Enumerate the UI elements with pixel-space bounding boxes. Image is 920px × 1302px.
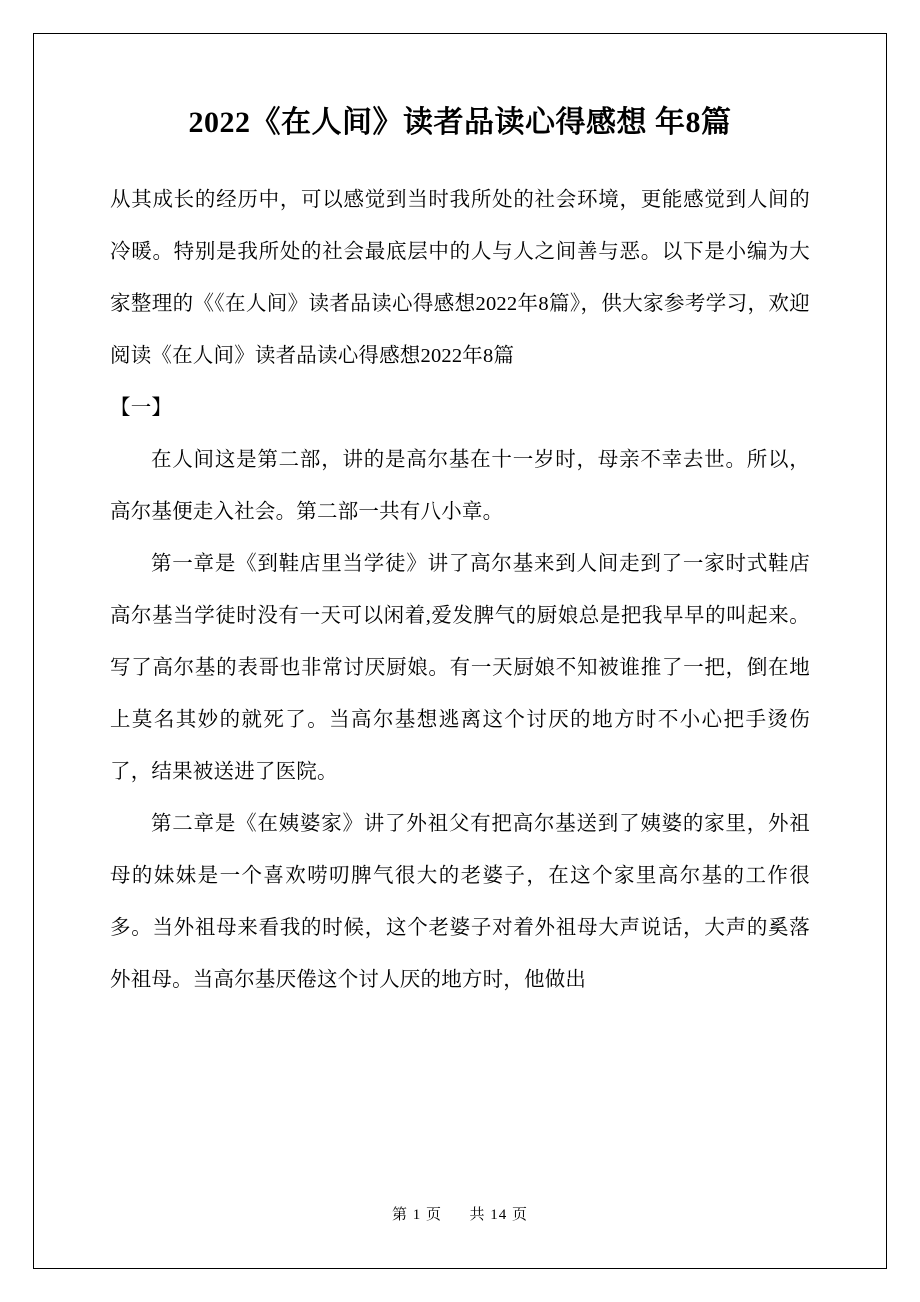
paragraph-body-2: 第一章是《到鞋店里当学徒》讲了高尔基来到人间走到了一家时式鞋店 高尔基当学徒时没有一天可以闲着,爱发脾气的厨娘总是把我早早的叫起来。写了高尔基的表哥也非常讨厌厨娘。有一天厨娘不知被谁推了一把，倒在地上莫名其妙的就死了。当高尔基想逃离这个讨厌的地方时不小心把手烫伤了，结果被送进了医院。 [110,553,810,783]
page-footer [0,1203,920,1224]
page-title: 2022《在人间》读者品读心得感想 年8篇 [188,106,732,139]
document-content [110,100,810,1006]
paragraph-body-1: 在人间这是第二部，讲的是高尔基在十一岁时，母亲不幸去世。所以，高尔基便走入社会。第二部一共有八小章。 [110,449,810,523]
footer-total-pages: 共 14 页 [469,1207,529,1223]
paragraph-intro: 从其成长的经历中，可以感觉到当时我所处的社会环境，更能感觉到人间的冷暖。特别是我所处的社会最底层中的人与人之间善与恶。以下是小编为大家整理的《《在人间》读者品读心得感想2022年8篇》，供大家参考学习，欢迎阅读《在人间》读者品读心得感想2022年8篇 [110,189,810,367]
footer-current-page: 第 1 页 [391,1207,442,1223]
section-heading-one: 【一】 [110,397,173,419]
paragraph-body-3: 第二章是《在姨婆家》讲了外祖父有把高尔基送到了姨婆的家里，外祖母的妹妹是一个喜欢唠叨脾气很大的老婆子，在这个家里高尔基的工作很多。当外祖母来看我的时候，这个老婆子对着外祖母大声说话，大声的奚落外祖母。当高尔基厌倦这个讨人厌的地方时，他做出 [110,813,810,991]
